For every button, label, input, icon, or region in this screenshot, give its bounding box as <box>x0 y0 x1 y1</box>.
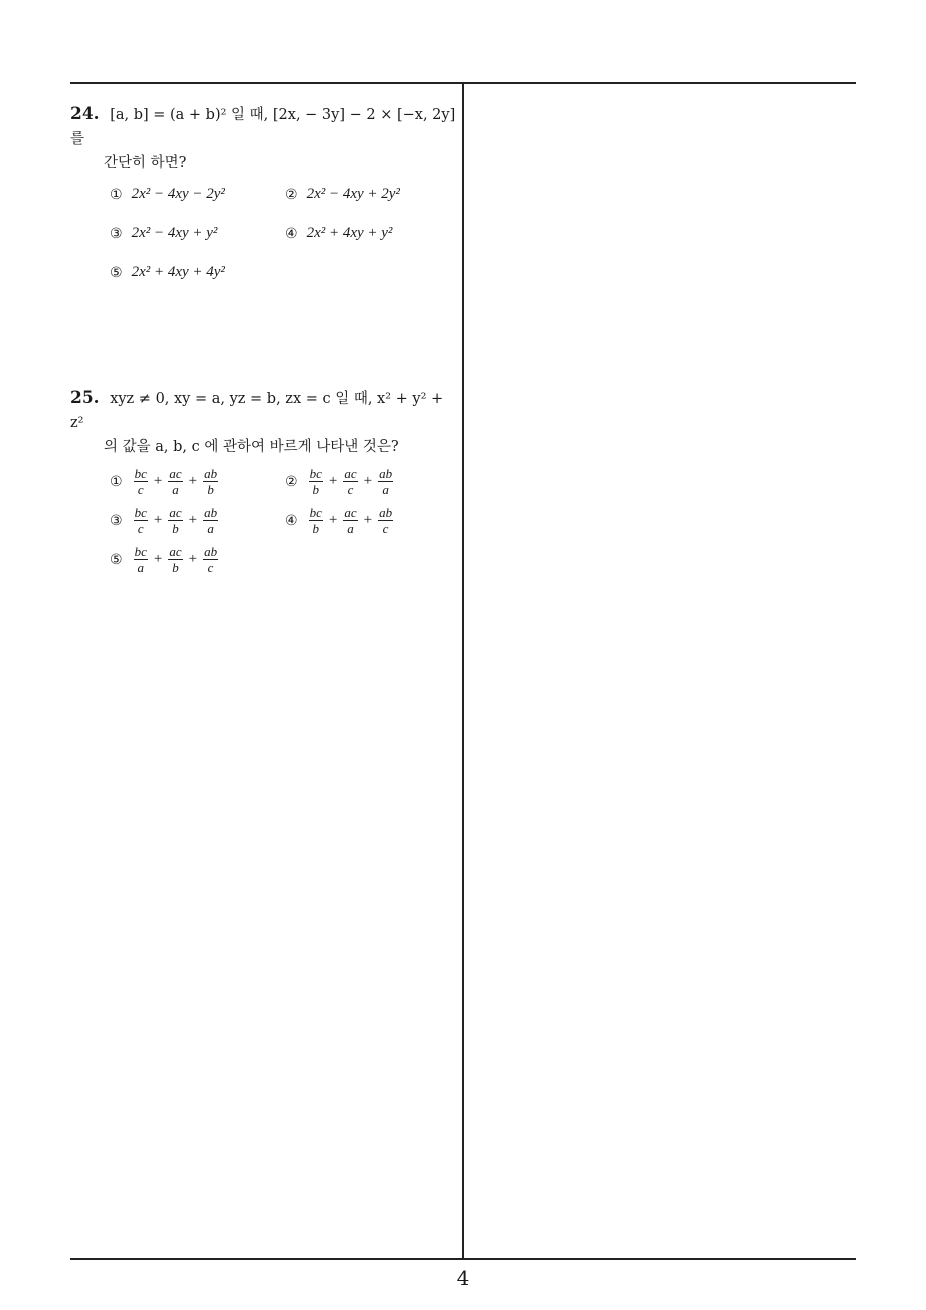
numerator: bc <box>134 544 147 559</box>
question-24-stem-line2: 간단히 하면? <box>104 155 187 171</box>
plus-sign: + <box>153 512 163 528</box>
fraction <box>203 544 218 575</box>
denominator: c <box>382 521 389 536</box>
question-25 <box>70 386 458 459</box>
q24-choice-4[interactable] <box>285 225 392 242</box>
plus-sign: + <box>153 473 163 489</box>
numerator: ab <box>204 505 218 520</box>
fraction <box>168 505 182 536</box>
fraction <box>343 505 357 536</box>
numerator: bc <box>309 505 322 520</box>
q25-choice-5[interactable] <box>110 544 220 575</box>
choice-mark: ③ <box>110 225 123 242</box>
q25-choice-1[interactable] <box>110 466 220 497</box>
plus-sign: + <box>328 473 338 489</box>
choice-expression <box>132 505 221 536</box>
denominator: a <box>207 521 214 536</box>
fraction <box>378 505 393 536</box>
denominator: c <box>347 482 354 497</box>
choice-expression: 2x² − 4xy + y² <box>131 225 218 241</box>
fraction <box>168 544 182 575</box>
choice-mark: ④ <box>285 512 298 529</box>
numerator: ab <box>204 466 218 481</box>
choice-mark: ③ <box>110 512 123 529</box>
denominator: c <box>137 521 144 536</box>
denominator: a <box>137 560 144 575</box>
denominator: b <box>172 521 179 536</box>
choice-expression <box>307 505 396 536</box>
numerator: ac <box>169 505 182 520</box>
fraction <box>134 544 148 575</box>
q24-choice-5[interactable] <box>110 264 225 281</box>
numerator: ac <box>169 544 182 559</box>
fraction <box>309 466 323 497</box>
choice-expression: 2x² − 4xy − 2y² <box>131 186 225 202</box>
denominator: a <box>172 482 179 497</box>
fraction <box>203 505 218 536</box>
denominator: c <box>207 560 214 575</box>
q25-choice-4[interactable] <box>285 505 395 536</box>
bottom-rule <box>70 1258 856 1260</box>
fraction <box>378 466 393 497</box>
plus-sign: + <box>188 551 198 567</box>
numerator: bc <box>309 466 322 481</box>
denominator: b <box>207 482 214 497</box>
numerator: ac <box>169 466 182 481</box>
plus-sign: + <box>363 512 373 528</box>
plus-sign: + <box>328 512 338 528</box>
question-24 <box>70 102 458 175</box>
question-25-stem-line1: xyz ≠ 0, xy = a, yz = b, zx = c 일 때, x² + y² + z² <box>70 391 444 431</box>
page-number: 4 <box>456 1266 470 1290</box>
choice-expression <box>307 466 396 497</box>
choice-expression: 2x² + 4xy + 4y² <box>131 264 225 280</box>
plus-sign: + <box>363 473 373 489</box>
column-divider <box>462 82 464 1259</box>
question-24-line1 <box>70 102 458 151</box>
denominator: b <box>172 560 179 575</box>
choice-mark: ① <box>110 186 123 203</box>
choice-mark: ④ <box>285 225 298 242</box>
choice-mark: ② <box>285 186 298 203</box>
numerator: ab <box>379 466 393 481</box>
fraction <box>134 466 148 497</box>
plus-sign: + <box>188 473 198 489</box>
choice-mark: ⑤ <box>110 264 123 281</box>
choice-expression: 2x² − 4xy + 2y² <box>306 186 400 202</box>
question-25-line1 <box>70 386 458 435</box>
denominator: b <box>312 521 319 536</box>
numerator: ab <box>204 544 218 559</box>
choice-mark: ① <box>110 473 123 490</box>
numerator: ab <box>379 505 393 520</box>
fraction <box>168 466 182 497</box>
denominator: a <box>347 521 354 536</box>
choice-mark: ② <box>285 473 298 490</box>
denominator: b <box>312 482 319 497</box>
plus-sign: + <box>188 512 198 528</box>
numerator: bc <box>134 466 147 481</box>
fraction <box>343 466 357 497</box>
q24-choice-3[interactable] <box>110 225 217 242</box>
denominator: c <box>137 482 144 497</box>
fraction <box>309 505 323 536</box>
q24-choice-1[interactable] <box>110 186 225 203</box>
fraction <box>203 466 218 497</box>
choice-expression <box>132 466 221 497</box>
numerator: ac <box>344 505 357 520</box>
question-25-stem-line2: 의 값을 a, b, c 에 관하여 바르게 나타낸 것은? <box>104 439 399 455</box>
fraction <box>134 505 148 536</box>
numerator: ac <box>344 466 357 481</box>
question-24-stem-line1: [a, b] = (a + b)² 일 때, [2x, − 3y] − 2 × [−x, 2y] 를 <box>70 107 456 147</box>
choice-expression <box>132 544 221 575</box>
choice-expression: 2x² + 4xy + y² <box>306 225 393 241</box>
q25-choice-2[interactable] <box>285 466 395 497</box>
numerator: bc <box>134 505 147 520</box>
question-24-number: 24. <box>70 104 100 124</box>
denominator: a <box>382 482 389 497</box>
plus-sign: + <box>153 551 163 567</box>
q25-choice-3[interactable] <box>110 505 220 536</box>
choice-mark: ⑤ <box>110 551 123 568</box>
question-25-number: 25. <box>70 388 100 408</box>
q24-choice-2[interactable] <box>285 186 400 203</box>
